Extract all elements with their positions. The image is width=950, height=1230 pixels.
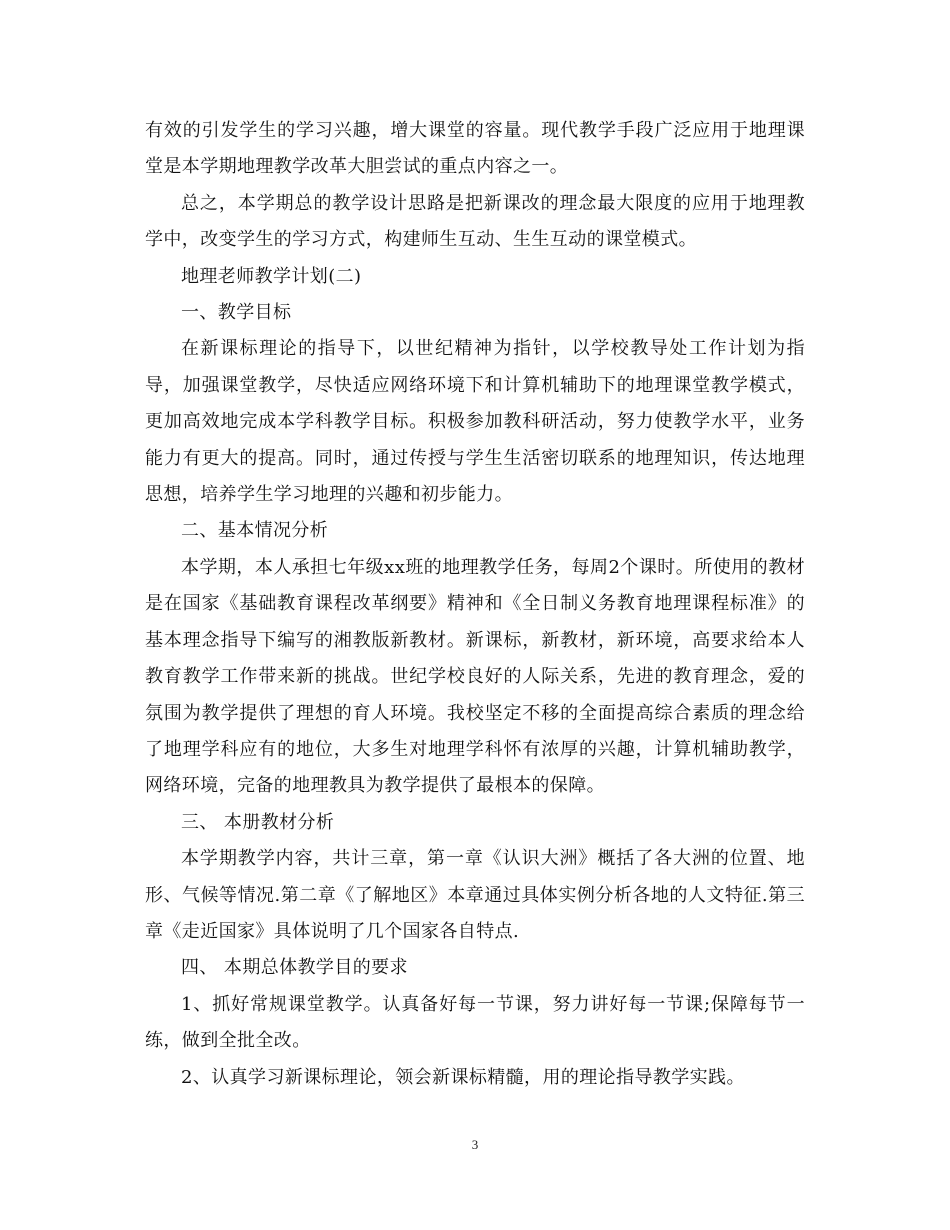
section-heading-4: 四、 本期总体教学目的要求 xyxy=(181,957,408,979)
paragraph-continuation: 有效的引发学生的学习兴趣，增大课堂的容量。现代教学手段广泛应用于地理课堂是本学期地理教学改革大胆尝试的重点内容之一。 xyxy=(145,120,805,178)
paragraph-textbook-analysis: 本学期教学内容，共计三章，第一章《认识大洲》概括了各大洲的位置、地形、气候等情况.第二章《了解地区》本章通过具体实例分析各地的人文特征.第三章《走近国家》具体说明了几个国家各自特点. xyxy=(145,848,805,942)
list-item-2: 2、认真学习新课标理论，领会新课标精髓，用的理论指导教学实践。 xyxy=(181,1066,745,1088)
list-item-1: 1、抓好常规课堂教学。认真备好每一节课，努力讲好每一节课;保障每节一练，做到全批全改。 xyxy=(145,993,805,1052)
paragraph-situation-analysis: 本学期，本人承担七年级xx班的地理教学任务，每周2个课时。所使用的教材是在国家《基础教育课程改革纲要》精神和《全日制义务教育地理课程标准》的基本理念指导下编写的湘教版新教材。新课标，新教材，新环境，高要求给本人教育教学工作带来新的挑战。世纪学校良好的人际关系，先进的教育理念，爱的氛围为教学提供了理想的育人环境。我校坚定不移的全面提高综合素质的理念给了地理学科应有的地位，大多生对地理学科怀有浓厚的兴趣，计算机辅助教学，网络环境，完备的地理教具为教学提供了最根本的保障。 xyxy=(145,556,805,797)
paragraph-teaching-goals: 在新课标理论的指导下，以世纪精神为指针，以学校教导处工作计划为指导，加强课堂教学，尽快适应网络环境下和计算机辅助下的地理课堂教学模式，更加高效地完成本学科教学目标。积极参加教科研活动，努力使教学水平，业务能力有更大的提高。同时，通过传授与学生生活密切联系的地理知识，传达地理思想，培养学生学习地理的兴趣和初步能力。 xyxy=(145,338,805,506)
section-heading-3: 三、 本册教材分析 xyxy=(181,811,335,833)
section-heading-1: 一、教学目标 xyxy=(181,302,292,324)
page-number: 3 xyxy=(471,1137,479,1152)
document-body xyxy=(145,113,805,1096)
section-heading-2: 二、基本情况分析 xyxy=(181,520,329,542)
paragraph-summary: 总之，本学期总的教学设计思路是把新课改的理念最大限度的应用于地理教学中，改变学生的学习方式，构建师生互动、生生互动的课堂模式。 xyxy=(145,192,805,251)
document-title: 地理老师教学计划(二) xyxy=(181,265,362,287)
